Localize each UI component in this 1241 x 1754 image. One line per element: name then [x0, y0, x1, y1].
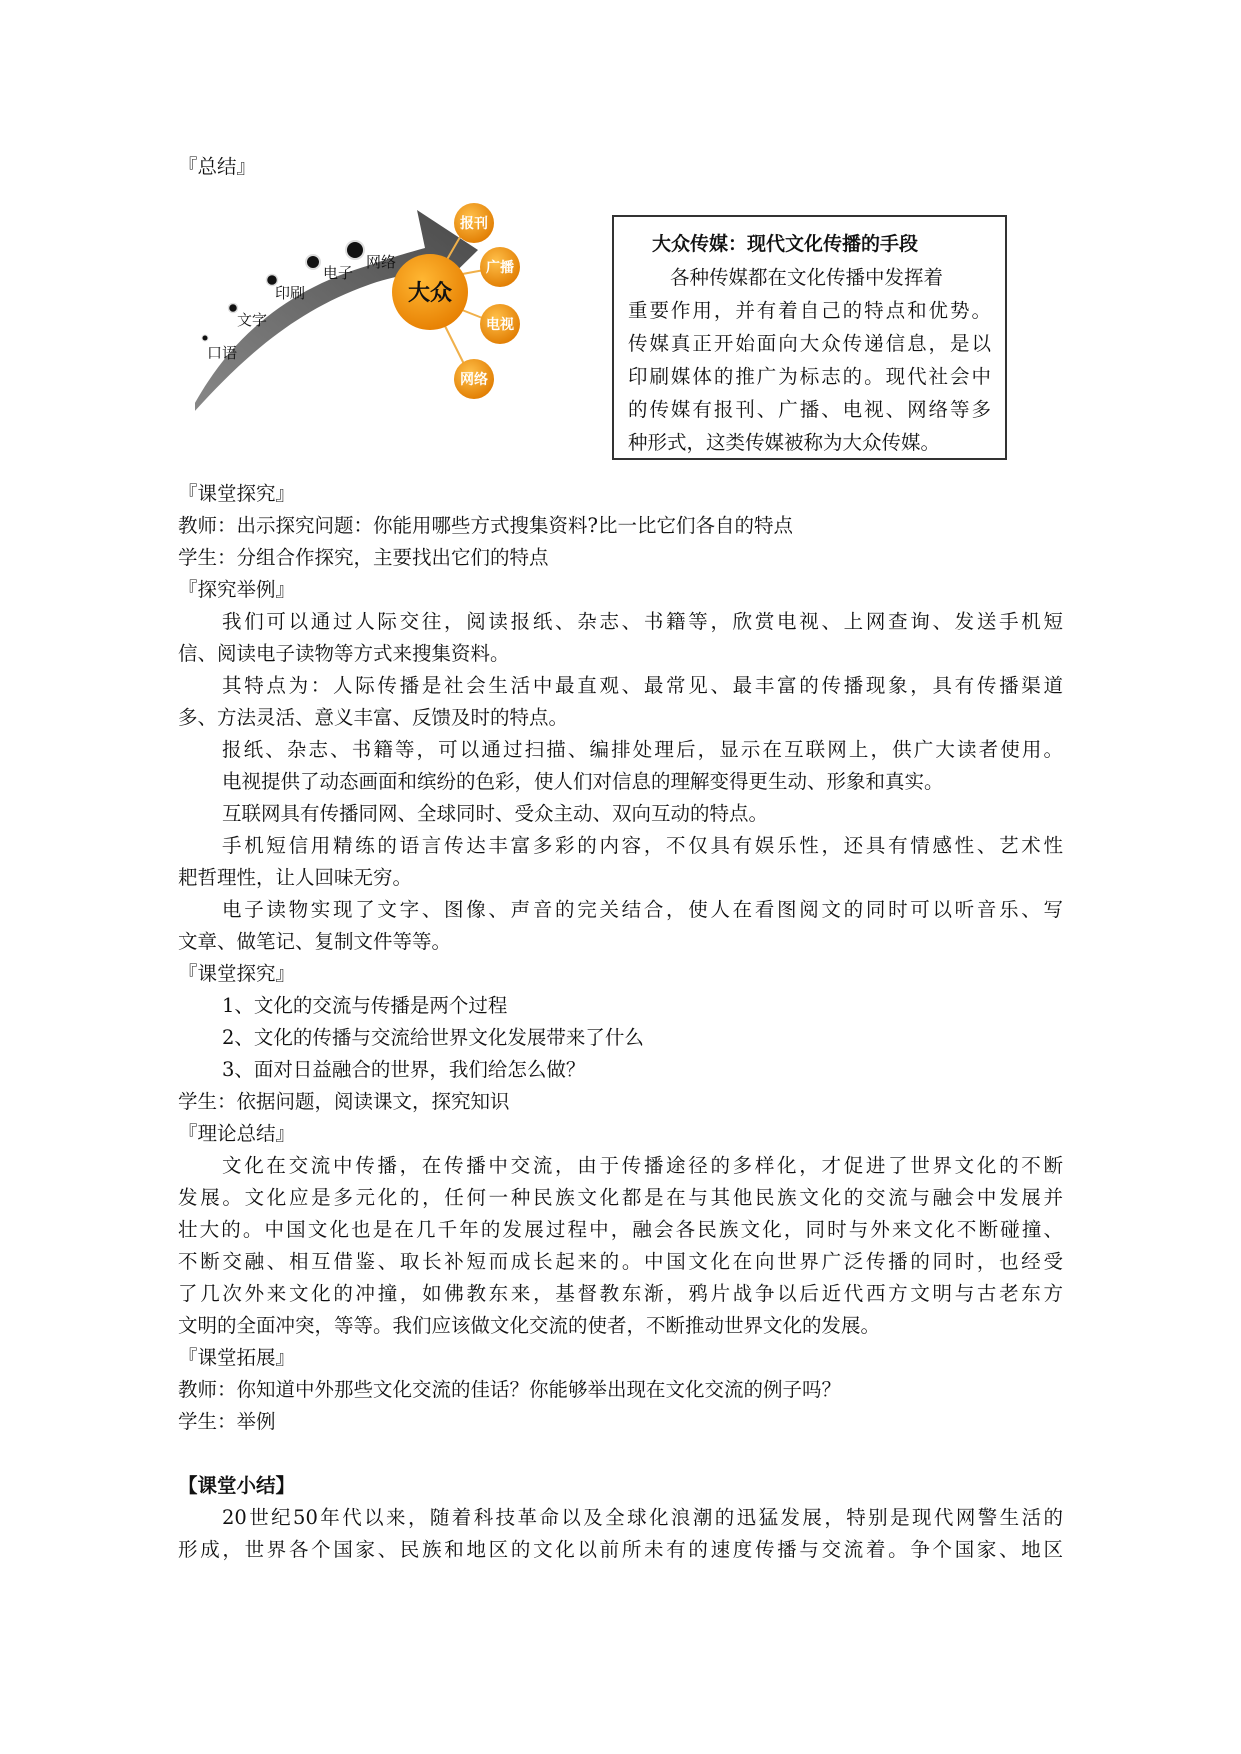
paragraph-line: 教师：出示探究问题：你能用哪些方式搜集资料?比一比它们各自的特点 — [178, 514, 793, 537]
hub-label: 大众 — [407, 281, 453, 306]
section-heading: 『理论总结』 — [178, 1122, 296, 1145]
paragraph-line: 电子读物实现了文字、图像、声音的完关结合，使人在看图阅文的同时可以听音乐、写 — [222, 898, 1063, 921]
paragraph-line: 信、阅读电子读物等方式来搜集资料。 — [178, 642, 510, 665]
paragraph-line: 多、方法灵活、意义丰富、反馈及时的特点。 — [178, 706, 569, 729]
paragraph-line: 壮大的。中国文化也是在几千年的发展过程中，融会各民族文化，同时与外来文化不断碰撞、 — [178, 1218, 1063, 1241]
summary-heading: 『总结』 — [178, 155, 257, 178]
paragraph-line: 发展。文化应是多元化的，任何一种民族文化都是在与其他民族文化的交流与融会中发展并 — [178, 1186, 1063, 1209]
class-summary-heading: 【课堂小结】 — [178, 1474, 296, 1497]
paragraph-line: 我们可以通过人际交往，阅读报纸、杂志、书籍等，欣赏电视、上网查询、发送手机短 — [222, 610, 1063, 633]
list-item: 1、文化的交流与传播是两个过程 — [222, 994, 508, 1017]
stage-label: 电子 — [323, 264, 354, 282]
section-heading: 『课堂探究』 — [178, 482, 296, 505]
summary-box-line: 传媒真正开始面向大众传递信息，是以 — [628, 332, 991, 355]
stage-label: 口语 — [207, 344, 238, 362]
paragraph-line: 电视提供了动态画面和缤纷的色彩，使人们对信息的理解变得更生动、形象和真实。 — [222, 770, 944, 793]
paragraph-line: 文化在交流中传播，在传播中交流，由于传播途径的多样化，才促进了世界文化的不断 — [222, 1154, 1063, 1177]
summary-box-title: 大众传媒：现代文化传播的手段 — [652, 233, 919, 255]
summary-box-line: 的传媒有报刊、广播、电视、网络等多 — [628, 398, 991, 421]
paragraph-line: 互联网具有传播同网、全球同时、受众主动、双向互动的特点。 — [222, 802, 769, 825]
media-label: 广播 — [486, 260, 514, 276]
paragraph-line: 学生：举例 — [178, 1410, 276, 1433]
media-label: 网络 — [460, 372, 488, 388]
paragraph-line: 耙哲理性，让人回味无穷。 — [178, 866, 413, 889]
paragraph-line: 了几次外来文化的冲撞，如佛教东来，基督教东渐，鸦片战争以后近代西方文明与古老东方 — [178, 1282, 1063, 1305]
summary-box-line: 重要作用，并有着自己的特点和优势。 — [628, 299, 991, 322]
stage-label: 网络 — [366, 253, 397, 271]
list-item: 2、文化的传播与交流给世界文化发展带来了什么 — [222, 1026, 644, 1049]
stage-dot-network — [346, 241, 364, 259]
section-heading: 『课堂探究』 — [178, 962, 296, 985]
paragraph-line: 文章、做笔记、复制文件等等。 — [178, 930, 452, 953]
paragraph-line: 学生：分组合作探究，主要找出它们的特点 — [178, 546, 549, 569]
stage-dot-oral — [202, 335, 208, 341]
paragraph-line: 报纸、杂志、书籍等，可以通过扫描、编排处理后，显示在互联网上，供广大读者使用。 — [222, 738, 1063, 761]
list-item: 3、面对日益融合的世界，我们给怎么做？ — [222, 1058, 586, 1081]
paragraph-line: 不断交融、相互借鉴、取长补短而成长起来的。中国文化在向世界广泛传播的同时，也经受 — [178, 1250, 1063, 1273]
paragraph-line: 其特点为：人际传播是社会生活中最直观、最常见、最丰富的传播现象，具有传播渠道 — [222, 674, 1063, 697]
paragraph-line: 教师：你知道中外那些文化交流的佳话？你能够举出现在文化交流的例子吗？ — [178, 1378, 842, 1401]
summary-box-line: 各种传媒都在文化传播中发挥着 — [670, 266, 944, 289]
paragraph-line: 20世纪50年代以来，随着科技革命以及全球化浪潮的迅猛发展，特别是现代网警生活的 — [222, 1506, 1063, 1529]
media-label: 电视 — [486, 317, 514, 333]
paragraph-line: 手机短信用精练的语言传达丰富多彩的内容，不仅具有娱乐性，还具有情感性、艺术性 — [222, 834, 1063, 857]
stage-dot-electronic — [306, 255, 320, 269]
media-label: 报刊 — [460, 216, 488, 232]
section-heading: 『探究举例』 — [178, 578, 296, 601]
stage-label: 印刷 — [275, 284, 306, 302]
summary-box-line: 种形式，这类传媒被称为大众传媒。 — [628, 431, 941, 454]
media-evolution-graphic — [195, 190, 615, 470]
section-heading: 『课堂拓展』 — [178, 1346, 296, 1369]
paragraph-line: 形成，世界各个国家、民族和地区的文化以前所未有的速度传播与交流着。争个国家、地区 — [178, 1538, 1063, 1561]
summary-box-line: 印刷媒体的推广为标志的。现代社会中 — [628, 365, 991, 388]
paragraph-line: 学生：依据问题，阅读课文，探究知识 — [178, 1090, 510, 1113]
paragraph-line: 文明的全面冲突，等等。我们应该做文化交流的使者，不断推动世界文化的发展。 — [178, 1314, 881, 1337]
stage-label: 文字 — [237, 311, 268, 329]
mass-media-summary-box — [612, 215, 1007, 460]
